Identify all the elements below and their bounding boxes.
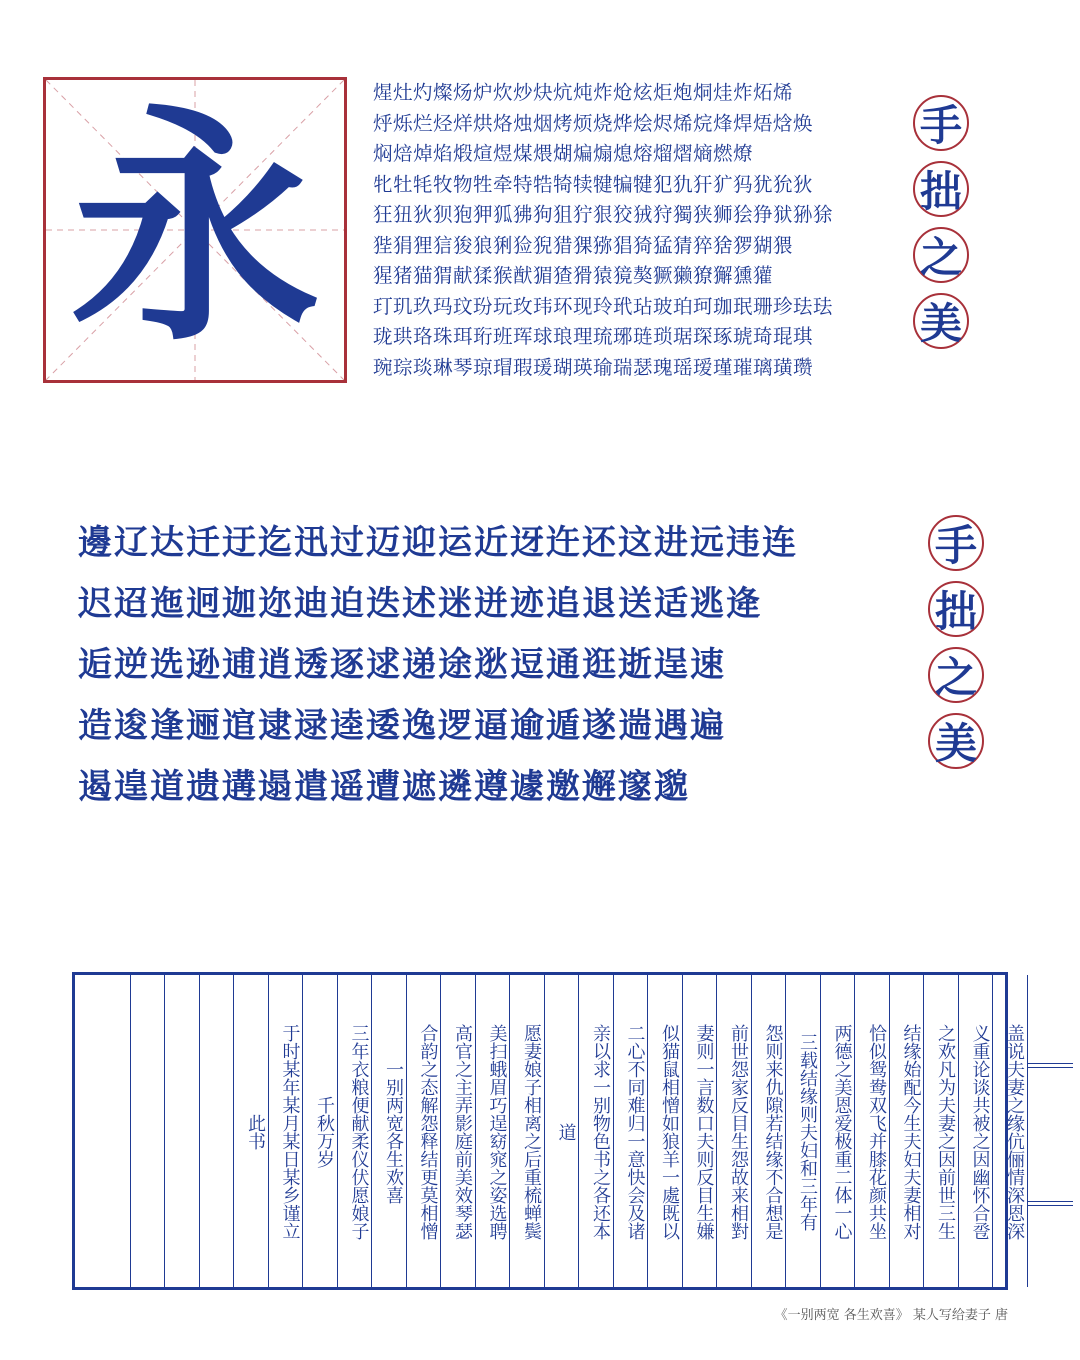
column-rule	[371, 975, 372, 1287]
letter-column: 三年衣粮便献柔仪伏愿娘子	[348, 1024, 370, 1240]
seal-column-top	[913, 95, 969, 359]
mid-row: 逅逆选逊逋逍透逐逑递途逖逗通逛逝逞速	[78, 645, 726, 685]
letter-column: 两德之美恩爱极重二体一心	[831, 1024, 853, 1240]
column-rule	[854, 975, 855, 1287]
letter-frame	[72, 972, 1025, 1290]
seal-char: 之	[913, 227, 969, 283]
top-row: 珑珙珞珠珥珩班珲球琅理琉琊琏琐琚琛琢琥琦琨琪	[373, 325, 814, 348]
mid-row: 迟迢迤迥迦迩迪迫迭述迷迸迹追退送适逃逄	[78, 584, 762, 624]
seal-char: 美	[913, 293, 969, 349]
letter-column: 之欢凡为夫妻之因前世三生	[935, 1024, 956, 1240]
letter-column: 前世怨家反目生怨故来相對	[728, 1024, 749, 1240]
column-rule	[992, 975, 993, 1287]
letter-column: 盖说夫妻之缘伉俪情深恩深	[1004, 1024, 1025, 1240]
frame-rule	[1027, 1063, 1073, 1064]
top-row: 狴狷狸狺狻狼猁猃猊猎猓猕猖猗猛猜猝猞猡猢猥	[373, 233, 794, 257]
top-row: 玎玑玖玛玟玢玩玫玮环现玲玳玷玻珀珂珈珉珊珍珐珐	[373, 294, 834, 318]
seal-char: 拙	[913, 161, 969, 217]
seal-char: 拙	[928, 581, 984, 637]
column-rule	[923, 975, 924, 1287]
column-rule	[233, 975, 234, 1287]
mid-row: 造逡逢逦逭逮逯逵逶逸逻逼逾遁遂遄遇遍	[78, 706, 726, 746]
letter-column: 怨则来仇隙若结缘不合想是	[762, 1024, 784, 1240]
seal-char: 美	[928, 713, 984, 769]
column-rule	[130, 975, 131, 1287]
column-rule	[647, 975, 648, 1287]
letter-column: 此书	[245, 1114, 266, 1150]
column-rule	[1027, 975, 1028, 1287]
letter-column: 妻则一言数口夫则反目生嫌	[693, 1024, 715, 1240]
seal-column-middle	[928, 515, 984, 779]
column-rule	[820, 975, 821, 1287]
top-row: 猩猪猫猬献猱猴猷猸猹猾猿獍獒獗獭獠獬獯獾	[373, 264, 774, 287]
letter-column: 道	[555, 1123, 577, 1141]
top-row: 牝牡牦牧物牲牵特牿犄犊犍犏犍犯犰犴犷犸犹狁狄	[373, 172, 814, 196]
letter-column: 二心不同难归一意快会及诸	[624, 1024, 646, 1240]
column-rule	[509, 975, 510, 1287]
letter-column: 愿妻娘子相离之后重梳蝉鬓	[521, 1024, 542, 1240]
top-row: 煋灶灼燦炀炉炊炒炔炕炖炸炝炫炬炮烔烓炸炻烯	[373, 81, 794, 104]
seal-char: 手	[913, 95, 969, 151]
column-rule	[889, 975, 890, 1287]
frame-rule	[1027, 1205, 1073, 1206]
letter-column: 一别两宽各生欢喜	[383, 1060, 404, 1204]
column-rule	[682, 975, 683, 1287]
letter-column: 高官之主弄影庭前美效琴瑟	[452, 1024, 473, 1240]
mid-row: 遏遑道遗遘遢遣遥遭遮遴遵遽邀邂邃邈	[78, 767, 690, 807]
column-rule	[302, 975, 303, 1287]
column-rule	[268, 975, 269, 1287]
letter-column: 亲以求一别物色书之各还本	[590, 1024, 611, 1240]
letter-column: 结缘始配今生夫妇夫妻相对	[900, 1024, 922, 1240]
seal-char: 手	[928, 515, 984, 571]
hero-character: 永	[70, 84, 320, 375]
letter-column: 于时某年某月某日某乡谨立	[279, 1024, 301, 1240]
column-rule	[337, 975, 338, 1287]
letter-column: 似猫鼠相憎如狼羊一處既以	[659, 1024, 680, 1240]
top-row: 烀烁烂烃烊烘烙烛烟烤烦烧烨烩烬烯烷烽焊焐焓焕	[373, 111, 814, 135]
seal-char: 之	[928, 647, 984, 703]
column-rule	[785, 975, 786, 1287]
column-rule	[199, 975, 200, 1287]
letter-column: 千秋万岁	[314, 1096, 335, 1168]
top-row: 琬琮琰琳琴琼瑁瑕瑗瑚瑛瑜瑞瑟瑰瑶瑷瑾璀璃璜瓒	[373, 355, 814, 379]
frame-rule	[1027, 1201, 1073, 1202]
column-rule	[440, 975, 441, 1287]
caption: 《一别两宽 各生欢喜》 某人写给妻子 唐	[774, 1308, 1008, 1323]
mid-row: 邊辽达迁迂迄迅过迈迎运近迓迕还这进远违连	[78, 523, 798, 563]
letter-column: 三载结缘则夫妇和三年有	[797, 1033, 818, 1231]
column-rule	[578, 975, 579, 1287]
letter-column: 义重论谈共被之因幽怀合卺	[969, 1024, 991, 1240]
column-rule	[544, 975, 545, 1287]
column-rule	[751, 975, 752, 1287]
column-rule	[164, 975, 165, 1287]
hero-character-box	[43, 77, 347, 383]
frame-rule	[1027, 1067, 1073, 1068]
column-rule	[406, 975, 407, 1287]
column-rule	[716, 975, 717, 1287]
top-row: 焖焙焯焰煅煊煜煤煨煳煸煽熄熔熘熠熵燃燎	[373, 142, 754, 165]
top-row: 狂狃狄狈狍狎狐狒狗狙狞狠狡狨狩獨狭狮狯狰狱狲狳	[373, 203, 834, 226]
top-character-grid	[373, 78, 893, 383]
letter-column: 恰似鸳鸯双飞并膝花颜共坐	[866, 1024, 887, 1240]
column-rule	[613, 975, 614, 1287]
letter-column: 美扫蛾眉巧逞窈窕之姿选聘	[486, 1024, 508, 1240]
middle-character-grid	[78, 513, 913, 818]
column-rule	[475, 975, 476, 1287]
letter-column: 合韵之态解怨释结更莫相憎	[417, 1024, 439, 1240]
column-rule	[958, 975, 959, 1287]
